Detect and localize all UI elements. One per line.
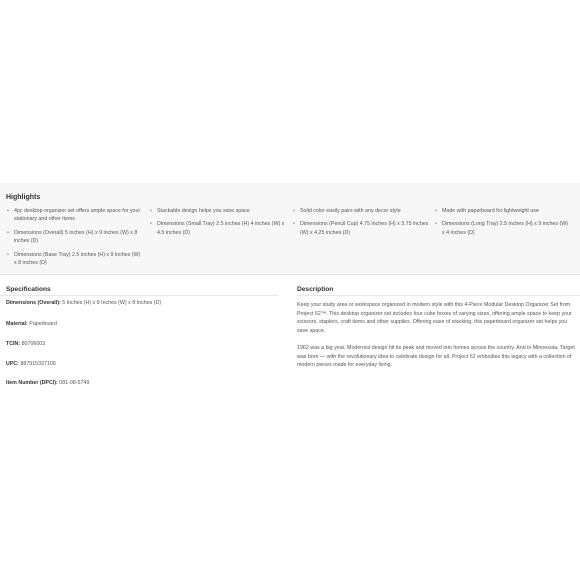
highlights-section <box>0 183 580 273</box>
description-paragraph: Keep your study area or workspace organized in modern style with this 4-Piece Modular Desktop Organizer Set from Project 62™. This desktop organizer set includes four cube boxes of varying sizes, offering ample space to keep your scissors, staplers, craft items and other supplies. Offering ease of stacking, this paperboard organizer set helps you save space. <box>297 302 572 335</box>
highlights-title: Highlights <box>6 194 41 201</box>
highlights-column-4 <box>434 207 572 242</box>
spec-label: Item Number (DPCI): <box>6 380 58 386</box>
highlight-item: • Dimensions (Pencil Cup) 4.75 inches (H) x 3.75 inches (W) x 4.25 inches (D) <box>292 220 430 237</box>
highlights-column-3 <box>292 207 430 242</box>
section-divider <box>0 274 580 275</box>
specifications-separator <box>0 295 278 296</box>
spec-row-material <box>6 320 276 328</box>
spec-value: 80706003 <box>21 341 46 347</box>
highlight-item: • Dimensions (Overall) 5 inches (H) x 9 inches (W) x 8 inches (D) <box>6 229 144 246</box>
highlight-item: • Dimensions (Base Tray) 2.5 inches (H) x 9 inches (W) x 8 inches (D) <box>6 251 144 268</box>
highlight-item: • Solid color easily pairs with any decor style <box>292 207 430 215</box>
highlights-column-1 <box>6 207 144 272</box>
highlights-column-2 <box>149 207 287 242</box>
specifications-title: Specifications <box>6 286 51 293</box>
highlight-item: • 4pc desktop organizer set offers ample space for your stationary and other items <box>6 207 144 224</box>
highlight-item: • Dimensions (Small Tray) 2.5 inches (H) 4 inches (W) x 4.5 inches (D) <box>149 220 287 237</box>
spec-label: UPC: <box>6 361 19 367</box>
description-paragraph: 1962 was a big year. Modernist design hit its peak and moved into homes across the country. And in Minnesota, Target was born — with the revolutionary idea to celebrate design for all. Project 62 embodies this legacy with a collection of modern pieces made for everyday living. <box>297 345 575 369</box>
spec-row-upc <box>6 360 276 368</box>
highlight-item: • Dimensions (Long Tray) 2.5 inches (H) x 9 inches (W) x 4 inches (D) <box>434 220 572 237</box>
description-separator <box>297 295 580 296</box>
spec-label: TCIN: <box>6 341 21 347</box>
spec-label: Dimensions (Overall): <box>6 300 61 306</box>
spec-value: 5 Inches (H) x 9 Inches (W) x 8 Inches (D) <box>62 300 162 306</box>
spec-value: Paperboard <box>29 321 57 327</box>
spec-row-tcin <box>6 340 276 348</box>
spec-value: 081-08-5749 <box>59 380 90 386</box>
highlight-item: • Stackable design helps you save space <box>149 207 287 215</box>
spec-label: Material: <box>6 321 28 327</box>
spec-value: 887915337106 <box>20 361 56 367</box>
spec-row-dpci <box>6 379 276 387</box>
description-title: Description <box>297 286 334 293</box>
highlight-item: • Made with paperboard for lightweight use <box>434 207 572 215</box>
spec-row-dimensions <box>6 299 276 307</box>
